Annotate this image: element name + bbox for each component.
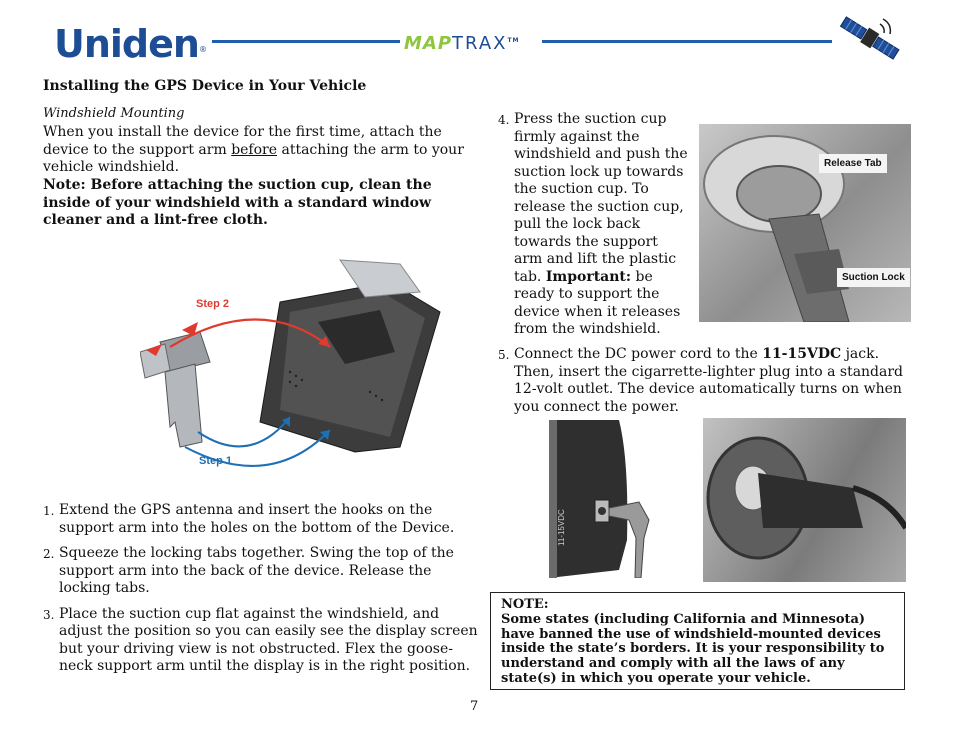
lighter-plug-photo <box>703 418 906 582</box>
suction-cup-photo <box>699 124 911 322</box>
mount-diagram <box>140 252 450 482</box>
dc-jack-photo <box>549 420 675 578</box>
intro-paragraph <box>43 124 483 177</box>
cleaning-note: Note: Before attaching the suction cup, clean the inside of your windshield with a standard window cleaner and a lint-free cloth. <box>43 177 432 228</box>
page-number: 7 <box>470 699 479 714</box>
section-subtitle: Windshield Mounting <box>43 106 185 121</box>
brand-logo: Uniden® <box>54 22 206 66</box>
product-logo: MAPTRAX™ <box>404 33 520 54</box>
list-item: 1. Extend the GPS antenna and insert the hooks on the support arm into the holes on the bottom of the Device. <box>43 502 455 536</box>
release-tab-label: Release Tab <box>819 154 887 173</box>
jack-label: 11-15VDC <box>557 509 566 546</box>
header-rule-right <box>542 40 832 43</box>
section-title: Installing the GPS Device in Your Vehicle <box>43 78 367 94</box>
intro-text-2: attaching the arm to your vehicle windshield. <box>43 141 464 175</box>
step-4: 4. Press the suction cup firmly against the windshield and push the suction lock up towards the suction cup. To release the suction cup, pull the lock back towards the support arm and lift the plastic tab. Important: be ready to support the device when it releases from the windshield. <box>498 111 688 337</box>
intro-underlined: before <box>231 141 278 158</box>
step-1-label: Step 1 <box>199 455 233 467</box>
intro-text-1: When you install the device for the first time, attach the device to the support arm <box>43 124 442 158</box>
suction-lock-label: Suction Lock <box>837 268 910 287</box>
legal-note-box <box>490 592 905 690</box>
note-title: NOTE: <box>501 597 549 612</box>
list-item: 2. Squeeze the locking tabs together. Swing the top of the support arm into the back of the device. Release the locking tabs. <box>43 545 454 596</box>
satellite-icon <box>836 14 908 66</box>
step-2-label: Step 2 <box>196 298 230 310</box>
steps-list <box>43 502 483 676</box>
note-body: Some states (including California and Minnesota) have banned the use of windshield-mounted devices inside the state’s borders. It is your responsibility to understand and comply with all the laws of any state(s) in which you operate your vehicle. <box>501 611 885 686</box>
step-5: 5. Connect the DC power cord to the 11-15VDC jack. Then, insert the cigarrette-lighter plug into a standard 12-volt outlet. The device automatically turns on when you connect the power. <box>498 346 904 415</box>
header-rule-left <box>212 40 400 43</box>
list-item: 3. Place the suction cup flat against the windshield, and adjust the position so you can easily see the display screen but your driving view is not obstructed. Flex the goose-neck support arm until the display is in the right position. <box>43 605 478 674</box>
